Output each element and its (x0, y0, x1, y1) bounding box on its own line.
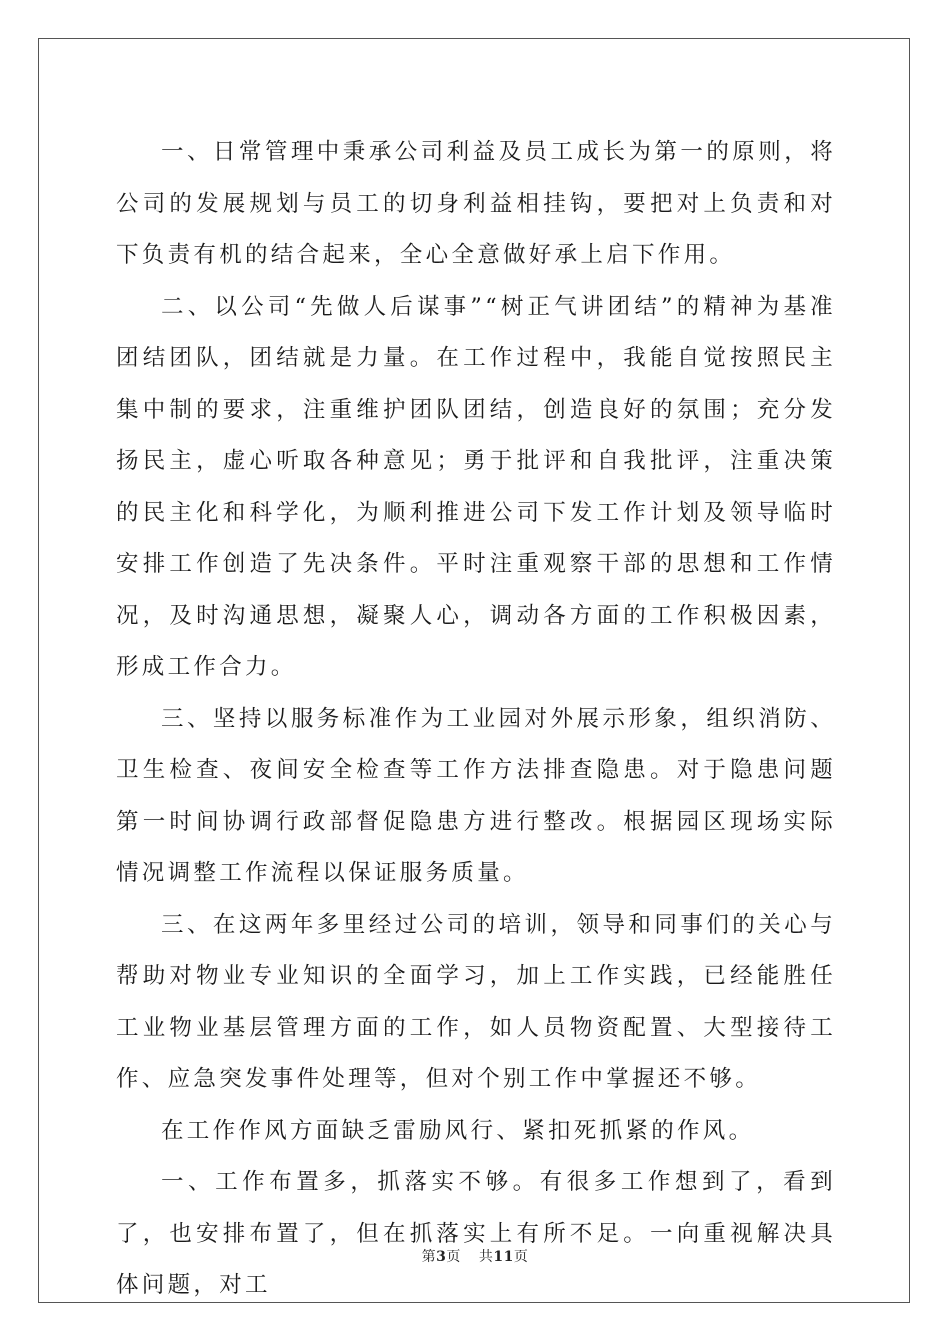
paragraph-4: 三、在这两年多里经过公司的培训，领导和同事们的关心与帮助对物业专业知识的全面学习，加上工作实践，已经能胜任工业物业基层管理方面的工作，如人员物资配置、大型接待工作、应急突发事件处理等，但对个别工作中掌握还不够。 (116, 911, 836, 1092)
total-pages: 11 (493, 1249, 514, 1265)
paragraph-6: 一、工作布置多，抓落实不够。有很多工作想到了，看到了，也安排布置了，但在抓落实上有所不足。一向重视解决具体问题，对工 (116, 1169, 836, 1298)
page-number: 3 (436, 1249, 447, 1265)
paragraph-5: 在工作作风方面缺乏雷励风行、紧扣死抓紧的作风。 (161, 1117, 755, 1144)
page-suffix: 页 (446, 1249, 461, 1265)
total-prefix: 共 (478, 1249, 494, 1265)
paragraph-2: 二、以公司“先做人后谋事”“树正气讲团结”的精神为基准团结团队，团结就是力量。在工作过程中，我能自觉按照民主集中制的要求，注重维护团队团结，创造良好的氛围；充分发扬民主，虚心听取各种意见；勇于批评和自我批评，注重决策的民主化和科学化，为顺利推进公司下发工作计划及领导临时安排工作创造了先决条件。平时注重观察干部的思想和工作情况，及时沟通思想，凝聚人心，调动各方面的工作积极因素，形成工作合力。 (116, 293, 836, 680)
page-prefix: 第 (421, 1249, 437, 1265)
paragraph-1: 一、日常管理中秉承公司利益及员工成长为第一的原则，将公司的发展规划与员工的切身利益相挂钩，要把对上负责和对下负责有机的结合起来，全心全意做好承上启下作用。 (116, 139, 836, 268)
document-body (116, 127, 836, 1312)
page-footer (0, 1246, 950, 1266)
total-suffix: 页 (513, 1249, 529, 1265)
paragraph-3: 三、坚持以服务标准作为工业园对外展示形象，组织消防、卫生检查、夜间安全检查等工作方法排查隐患。对于隐患问题第一时间协调行政部督促隐患方进行整改。根据园区现场实际情况调整工作流程以保证服务质量。 (116, 705, 836, 886)
